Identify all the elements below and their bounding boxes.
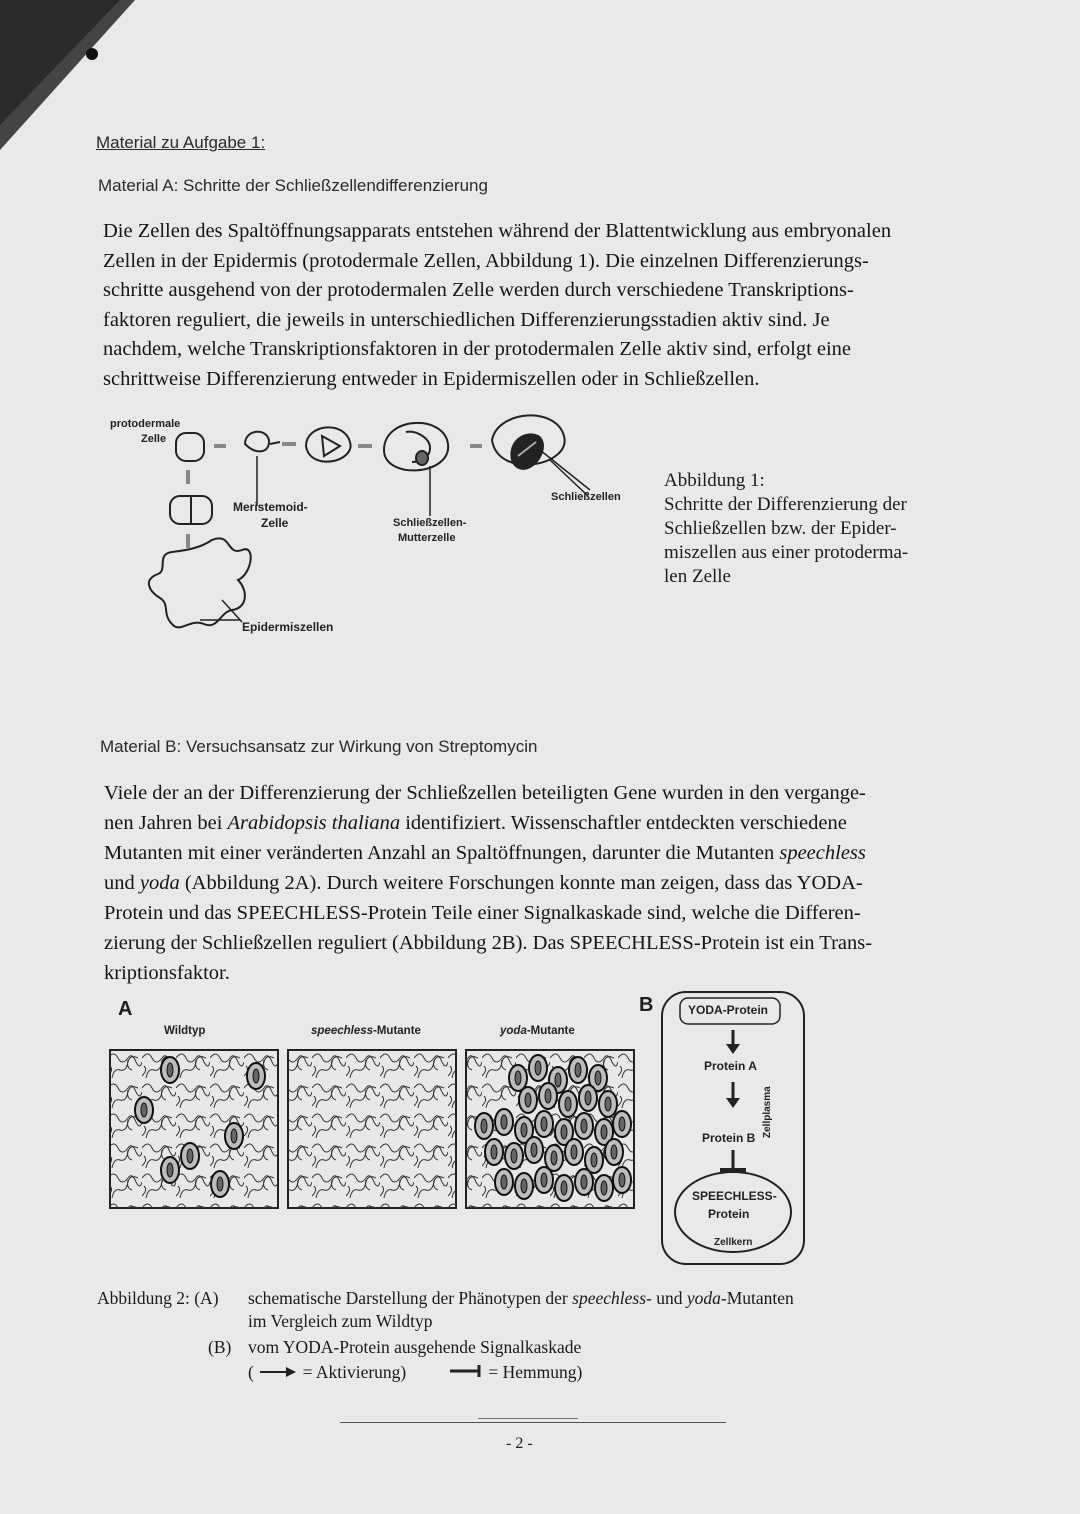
caption2-prefix bbox=[97, 1287, 219, 1310]
phenotype-panels bbox=[108, 1048, 638, 1210]
label-yoda bbox=[500, 1025, 575, 1037]
label-mutterzelle-2: Mutterzelle bbox=[398, 532, 456, 544]
cascade-yoda: YODA-Protein bbox=[688, 1003, 769, 1017]
paragraph-b-line bbox=[104, 808, 984, 838]
mutant-name: speechless bbox=[779, 842, 866, 864]
text: -Mutante bbox=[526, 1025, 575, 1037]
paragraph-b-line: zierung der Schließzellen reguliert (Abbildung 2B). Das SPEECHLESS-Protein ist ein Trans- bbox=[104, 932, 873, 954]
label-speechless bbox=[311, 1025, 421, 1037]
paragraph-b-line: kriptionsfaktor. bbox=[104, 962, 230, 984]
panel-b-label: B bbox=[639, 994, 654, 1016]
label-zelle: Zelle bbox=[141, 433, 167, 445]
caption2-legend-inhibition bbox=[448, 1361, 582, 1384]
stoma-icon bbox=[211, 1171, 229, 1197]
figure1-caption-line: Schritte der Differenzierung der bbox=[664, 494, 907, 515]
stoma-icon bbox=[181, 1143, 199, 1169]
paragraph-a-line: nachdem, welche Transkriptionsfaktoren in der protodermalen Zelle aktiv sind, erfolgt eine bbox=[103, 338, 852, 360]
text: identifiziert. Wissenschaftler entdeckten verschiedene bbox=[400, 812, 847, 834]
stoma-icon bbox=[225, 1123, 243, 1149]
text: schematische Darstellung der Phänotypen der bbox=[248, 1288, 573, 1308]
text: (Abbildung 2A). Durch weitere Forschungen konnte man zeigen, dass das YODA- bbox=[179, 872, 863, 894]
stoma-icon bbox=[161, 1157, 179, 1183]
cascade-protein-a: Protein A bbox=[704, 1059, 757, 1073]
text: Abbildung 2: bbox=[97, 1288, 190, 1308]
page-fold-corner bbox=[0, 0, 140, 150]
stoma-icon bbox=[135, 1097, 153, 1123]
label-wildtyp: Wildtyp bbox=[164, 1025, 206, 1037]
paragraph-b-line: Protein und das SPEECHLESS-Protein Teile einer Signalkaskade sind, welche die Differen- bbox=[104, 902, 861, 924]
paragraph-b-line bbox=[104, 838, 984, 868]
inhibition-icon bbox=[448, 1364, 484, 1378]
paragraph-b-line: Viele der an der Differenzierung der Schließzellen beteiligten Gene wurden in den vergange- bbox=[104, 782, 866, 804]
label-schliesszellen: Schließzellen bbox=[551, 491, 621, 503]
label-protodermale: protodermale bbox=[110, 418, 181, 430]
cascade-zellkern: Zellkern bbox=[714, 1237, 753, 1248]
caption2-a-line2: im Vergleich zum Wildtyp bbox=[248, 1311, 433, 1331]
material-b-title: Material B: Versuchsansatz zur Wirkung von Streptomycin bbox=[100, 737, 538, 756]
stoma-icon bbox=[247, 1063, 265, 1089]
caption2-b-label: (B) bbox=[208, 1337, 232, 1357]
text: = Aktivierung) bbox=[302, 1362, 407, 1382]
text: ( bbox=[248, 1362, 254, 1382]
caption2-a-line1 bbox=[248, 1287, 794, 1310]
paragraph-a bbox=[103, 217, 983, 394]
paragraph-a-line: faktoren reguliert, die jeweils in unterschiedlichen Differenzierungsstadien aktiv sind. Je bbox=[103, 308, 830, 331]
mutant-name: yoda bbox=[139, 872, 180, 894]
figure1-caption-line: len Zelle bbox=[664, 566, 731, 587]
cascade-speechless-1: SPEECHLESS- bbox=[692, 1189, 777, 1203]
footer-divider-short bbox=[478, 1418, 578, 1419]
label-epidermiszellen: Epidermiszellen bbox=[242, 620, 334, 634]
cascade-zellplasma: Zellplasma bbox=[762, 1086, 773, 1138]
mutant-name: speechless bbox=[311, 1025, 374, 1037]
caption2-b-text: vom YODA-Protein ausgehende Signalkaskade bbox=[248, 1337, 582, 1357]
cascade-protein-b: Protein B bbox=[702, 1131, 756, 1145]
cascade-speechless-2: Protein bbox=[708, 1207, 750, 1221]
signal-cascade bbox=[660, 990, 810, 1270]
footer-divider bbox=[340, 1422, 726, 1423]
caption2-legend bbox=[248, 1361, 406, 1384]
paragraph-a-line: Die Zellen des Spaltöffnungsapparats entstehen während der Blattentwicklung aus embryonalen bbox=[103, 220, 892, 242]
material-title: Material zu Aufgabe 1: bbox=[96, 133, 266, 152]
stoma-icon bbox=[161, 1057, 179, 1083]
text: = Hemmung) bbox=[488, 1362, 583, 1382]
text: -Mutante bbox=[373, 1025, 421, 1037]
material-a-title: Material A: Schritte der Schließzellendifferenzierung bbox=[98, 176, 488, 195]
figure1-diagram bbox=[100, 400, 660, 670]
panel-a-label: A bbox=[118, 998, 133, 1020]
text: (A) bbox=[194, 1288, 219, 1308]
paragraph-a-line: schrittweise Differenzierung entweder in Epidermiszellen oder in Schließzellen. bbox=[103, 367, 760, 390]
figure1-caption bbox=[664, 469, 964, 589]
paragraph-b-line bbox=[104, 868, 984, 898]
activation-arrow-icon bbox=[258, 1366, 298, 1378]
figure1-caption-line: miszellen aus einer protoderma- bbox=[664, 542, 909, 563]
figure1-caption-line: Schließzellen bzw. der Epider- bbox=[664, 518, 897, 539]
protodermal-cell-shape bbox=[176, 433, 204, 461]
paragraph-a-line: Zellen in der Epidermis (protodermale Zellen, Abbildung 1). Die einzelnen Differenzierungs- bbox=[103, 249, 869, 272]
mutant-name: yoda bbox=[500, 1025, 527, 1037]
text: - und bbox=[646, 1288, 687, 1308]
figure1-caption-title: Abbildung 1: bbox=[664, 470, 765, 491]
species-name: Arabidopsis thaliana bbox=[227, 812, 401, 834]
page-number: - 2 - bbox=[506, 1435, 533, 1452]
label-meristemoid-zelle: Zelle bbox=[261, 516, 289, 530]
text: -Mutanten bbox=[720, 1288, 794, 1308]
mutant-name: yoda bbox=[686, 1288, 721, 1308]
paragraph-b bbox=[104, 778, 984, 988]
text: Mutanten mit einer veränderten Anzahl an Spaltöffnungen, darunter die Mutanten bbox=[104, 842, 780, 864]
meristemoid-cell-shape bbox=[245, 432, 269, 452]
mutant-name: speechless bbox=[572, 1288, 647, 1308]
paragraph-a-line: schritte ausgehend von der protodermalen Zelle werden durch verschiedene Transkriptions- bbox=[103, 279, 854, 301]
label-mutterzelle-1: Schließzellen- bbox=[393, 517, 467, 529]
text: und bbox=[104, 872, 140, 894]
text: nen Jahren bei bbox=[104, 812, 228, 834]
label-meristemoid: Meristemoid- bbox=[233, 500, 308, 514]
